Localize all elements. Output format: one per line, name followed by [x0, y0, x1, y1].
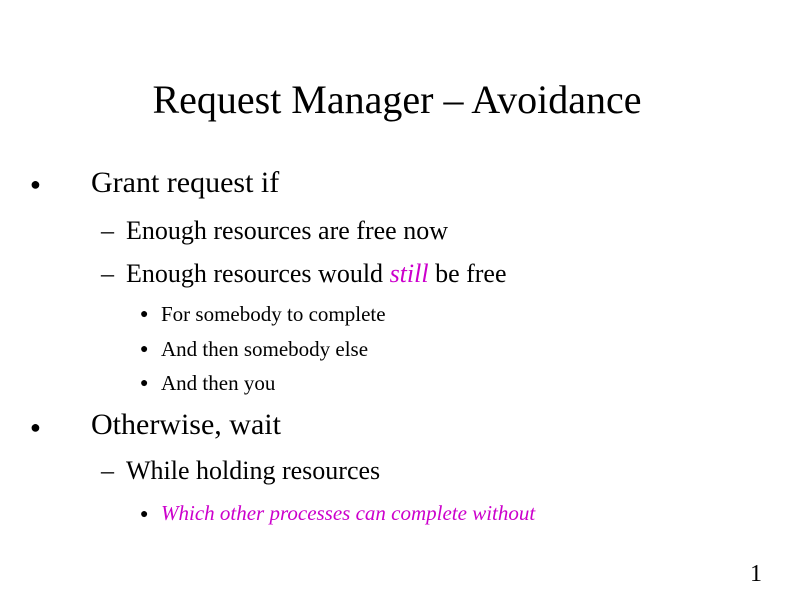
bullet-dot-icon: ● [30, 417, 41, 437]
dash-icon: – [101, 456, 114, 485]
dash-icon: – [101, 259, 114, 288]
dash-icon: – [101, 216, 114, 245]
page-number: 1 [750, 561, 762, 587]
text-after: be free [428, 259, 507, 288]
bullet-dot-icon: ● [140, 376, 149, 391]
bullet-text: Grant request if [91, 166, 280, 199]
bullet-dot-icon: ● [30, 174, 41, 194]
emphasized-still: still [389, 259, 429, 288]
bullet-text [126, 259, 507, 289]
bullet-text: Enough resources are free now [126, 216, 448, 245]
bullet-dot-icon: ● [140, 507, 149, 522]
bullet-text-emphasized: Which other processes can complete without [161, 501, 536, 525]
text-before: Enough resources would [126, 259, 390, 288]
bullet-text: While holding resources [126, 456, 381, 485]
bullet-text: And then you [161, 371, 276, 395]
bullet-text: Otherwise, wait [91, 408, 281, 441]
bullet-text: And then somebody else [161, 337, 369, 361]
bullet-text: For somebody to complete [161, 302, 386, 326]
bullet-dot-icon: ● [140, 342, 149, 357]
slide-title: Request Manager – Avoidance [152, 77, 642, 122]
bullet-dot-icon: ● [140, 307, 149, 322]
